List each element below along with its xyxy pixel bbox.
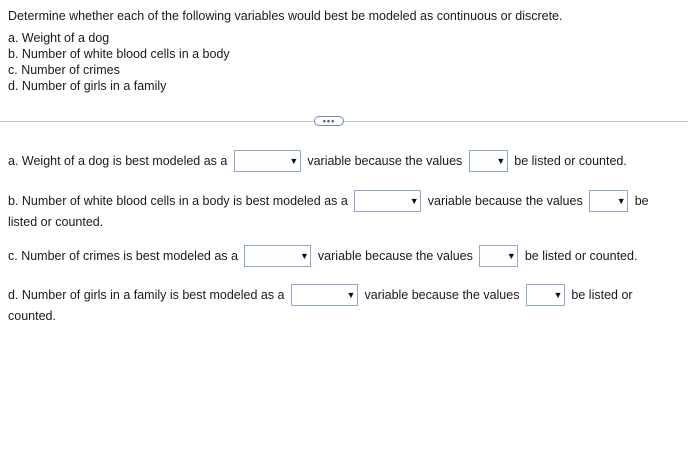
question-b-continued — [8, 211, 103, 232]
question-d-text-1: d. Number of girls in a family is best modeled as a — [8, 288, 285, 302]
question-b-text-3: be — [634, 194, 649, 208]
dropdown-arrow-icon: ▼ — [614, 191, 627, 211]
dropdown-value — [245, 246, 297, 266]
question-c — [8, 245, 637, 267]
dropdown-value — [355, 191, 407, 211]
dropdown-value — [292, 285, 344, 305]
question-b-variable-type-dropdown[interactable] — [354, 190, 421, 212]
question-c-text-2: variable because the values — [317, 249, 473, 263]
question-d-continued — [8, 305, 56, 326]
instructions-text: Determine whether each of the following variables would best be modeled as continuous or discrete. — [8, 9, 563, 23]
question-d-text-2: variable because the values — [364, 288, 520, 302]
question-d-can-dropdown[interactable] — [526, 284, 565, 306]
dropdown-arrow-icon: ▼ — [407, 191, 420, 211]
question-c-text-1: c. Number of crimes is best modeled as a — [8, 249, 238, 263]
question-d-text-3: be listed or — [571, 288, 633, 302]
question-b-text-4: listed or counted. — [8, 214, 104, 229]
question-prompt — [8, 8, 688, 94]
dropdown-value — [470, 151, 494, 171]
question-b — [8, 190, 649, 212]
variable-item-c: c. Number of crimes — [8, 63, 120, 77]
question-b-text-1: b. Number of white blood cells in a body is best modeled as a — [8, 194, 348, 208]
variable-list — [8, 30, 688, 94]
question-d-variable-type-dropdown[interactable] — [291, 284, 358, 306]
question-a-can-dropdown[interactable] — [469, 150, 508, 172]
question-c-text-3: be listed or counted. — [524, 249, 638, 263]
expand-more-button[interactable]: ••• — [314, 116, 344, 126]
dropdown-arrow-icon: ▼ — [344, 285, 357, 305]
dropdown-arrow-icon: ▼ — [287, 151, 300, 171]
question-d-text-4: counted. — [8, 308, 56, 323]
question-a-text-2: variable because the values — [307, 154, 463, 168]
dropdown-arrow-icon: ▼ — [494, 151, 507, 171]
dropdown-value — [480, 246, 504, 266]
question-b-text-2: variable because the values — [427, 194, 583, 208]
dropdown-arrow-icon: ▼ — [297, 246, 310, 266]
question-a-variable-type-dropdown[interactable] — [234, 150, 301, 172]
question-c-can-dropdown[interactable] — [479, 245, 518, 267]
dropdown-arrow-icon: ▼ — [551, 285, 564, 305]
question-a — [8, 150, 627, 172]
question-d — [8, 284, 633, 306]
dropdown-value — [527, 285, 551, 305]
variable-item-b: b. Number of white blood cells in a body — [8, 47, 230, 61]
question-b-can-dropdown[interactable] — [589, 190, 628, 212]
question-a-text-3: be listed or counted. — [514, 154, 627, 168]
dropdown-value — [235, 151, 287, 171]
variable-item-d: d. Number of girls in a family — [8, 79, 167, 93]
question-c-variable-type-dropdown[interactable] — [244, 245, 311, 267]
dropdown-value — [590, 191, 614, 211]
dropdown-arrow-icon: ▼ — [504, 246, 517, 266]
question-a-text-1: a. Weight of a dog is best modeled as a — [8, 154, 228, 168]
section-divider — [0, 121, 688, 122]
variable-item-a: a. Weight of a dog — [8, 31, 110, 45]
